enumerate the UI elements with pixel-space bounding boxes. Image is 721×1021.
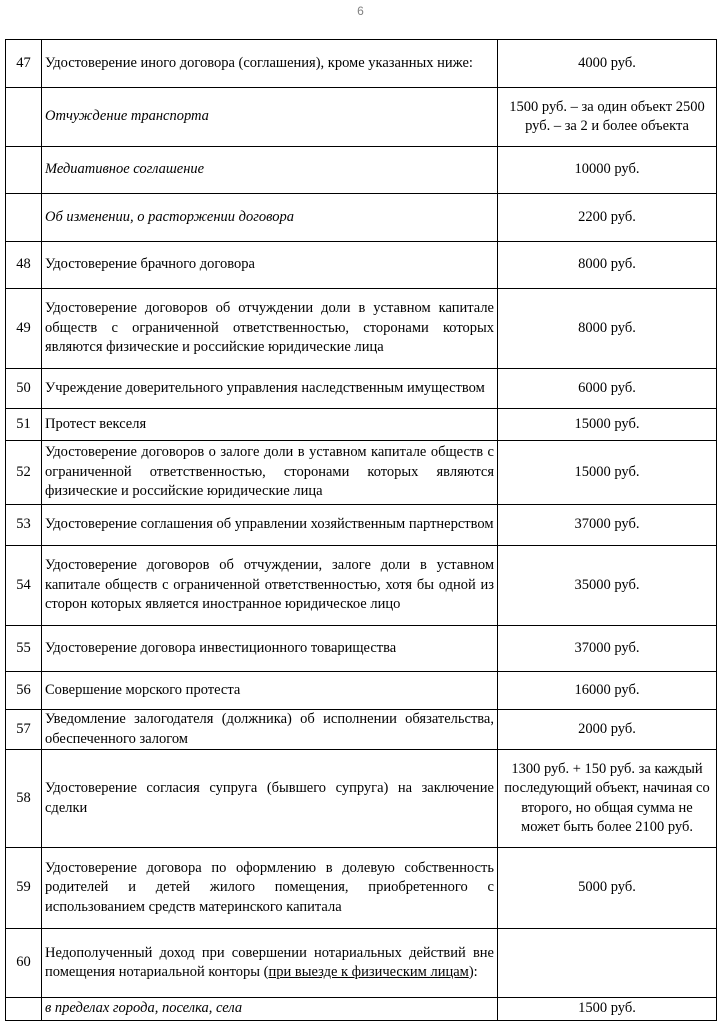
fee-amount: 4000 руб.	[498, 40, 717, 88]
service-description: Уведомление залогодателя (должника) об исполнении обязательства, обеспеченного залогом	[42, 710, 498, 750]
service-description: Удостоверение договоров об отчуждении доли в уставном капитале обществ с ограниченной ответственностью, сторонами которых являются физические и российские юридические лица	[42, 289, 498, 369]
fee-amount: 1300 руб. + 150 руб. за каждый последующий объект, начиная со второго, но общая сумма не может быть более 2100 руб.	[498, 750, 717, 848]
fee-amount: 16000 руб.	[498, 672, 717, 710]
row-number: 49	[6, 289, 42, 369]
table-row	[6, 194, 717, 242]
service-description: Учреждение доверительного управления наследственным имуществом	[42, 369, 498, 409]
row-number: 47	[6, 40, 42, 88]
service-description: Удостоверение соглашения об управлении хозяйственным партнерством	[42, 505, 498, 546]
row-number: 57	[6, 710, 42, 750]
row-number: 54	[6, 546, 42, 626]
fee-amount: 8000 руб.	[498, 289, 717, 369]
row-number: 55	[6, 626, 42, 672]
fee-amount: 37000 руб.	[498, 505, 717, 546]
page-number: 6	[357, 4, 364, 18]
table-row	[6, 546, 717, 626]
table-row	[6, 750, 717, 848]
row-number: 52	[6, 441, 42, 505]
service-description: Протест векселя	[42, 409, 498, 441]
row-number	[6, 194, 42, 242]
fee-amount: 8000 руб.	[498, 242, 717, 289]
table-row	[6, 242, 717, 289]
table-row	[6, 848, 717, 929]
service-description: Удостоверение согласия супруга (бывшего супруга) на заключение сделки	[42, 750, 498, 848]
fee-amount: 6000 руб.	[498, 369, 717, 409]
table-row	[6, 369, 717, 409]
description-tail: ):	[468, 964, 478, 980]
service-description: Совершение морского протеста	[42, 672, 498, 710]
service-description: Удостоверение договоров об отчуждении, залоге доли в уставном капитале обществ с ограниченной ответственностью, хотя бы одной из сторон которых является иностранное юридическое лицо	[42, 546, 498, 626]
fee-amount: 1500 руб. – за один объект 2500 руб. – за 2 и более объекта	[498, 88, 717, 147]
description-text: Недополученный доход при совершении нотариальных действий вне помещения нотариальной конторы (	[45, 944, 494, 980]
fee-amount	[498, 929, 717, 998]
table-row	[6, 441, 717, 505]
fee-amount: 10000 руб.	[498, 147, 717, 194]
fee-amount: 1500 руб.	[498, 998, 717, 1021]
table-row	[6, 88, 717, 147]
table-row	[6, 672, 717, 710]
row-number: 48	[6, 242, 42, 289]
table-row	[6, 929, 717, 998]
row-number: 53	[6, 505, 42, 546]
table-row	[6, 409, 717, 441]
fee-amount: 15000 руб.	[498, 441, 717, 505]
row-number: 58	[6, 750, 42, 848]
table-row	[6, 998, 717, 1021]
row-number: 60	[6, 929, 42, 998]
service-description: в пределах города, поселка, села	[42, 998, 498, 1021]
fee-amount: 35000 руб.	[498, 546, 717, 626]
row-number: 51	[6, 409, 42, 441]
service-description	[42, 929, 498, 998]
service-description: Удостоверение брачного договора	[42, 242, 498, 289]
fee-amount: 37000 руб.	[498, 626, 717, 672]
fee-amount: 2000 руб.	[498, 710, 717, 750]
table-row	[6, 710, 717, 750]
table-row	[6, 289, 717, 369]
fee-amount: 5000 руб.	[498, 848, 717, 929]
notary-fees-table	[5, 39, 717, 1021]
fee-amount: 15000 руб.	[498, 409, 717, 441]
service-description: Удостоверение иного договора (соглашения), кроме указанных ниже:	[42, 40, 498, 88]
table-row	[6, 40, 717, 88]
row-number	[6, 147, 42, 194]
service-description: Отчуждение транспорта	[42, 88, 498, 147]
row-number	[6, 998, 42, 1021]
underlined-clause: при выезде к физическим лицам	[268, 964, 469, 980]
table-row	[6, 505, 717, 546]
row-number: 59	[6, 848, 42, 929]
fee-amount: 2200 руб.	[498, 194, 717, 242]
row-number: 56	[6, 672, 42, 710]
service-description: Удостоверение договора инвестиционного товарищества	[42, 626, 498, 672]
row-number: 50	[6, 369, 42, 409]
service-description: Удостоверение договоров о залоге доли в уставном капитале обществ с ограниченной ответственностью, сторонами которых являются физические и российские юридические лица	[42, 441, 498, 505]
table-row	[6, 626, 717, 672]
service-description: Об изменении, о расторжении договора	[42, 194, 498, 242]
table-row	[6, 147, 717, 194]
row-number	[6, 88, 42, 147]
service-description: Медиативное соглашение	[42, 147, 498, 194]
service-description: Удостоверение договора по оформлению в долевую собственность родителей и детей жилого помещения, приобретенного с использованием средств материнского капитала	[42, 848, 498, 929]
